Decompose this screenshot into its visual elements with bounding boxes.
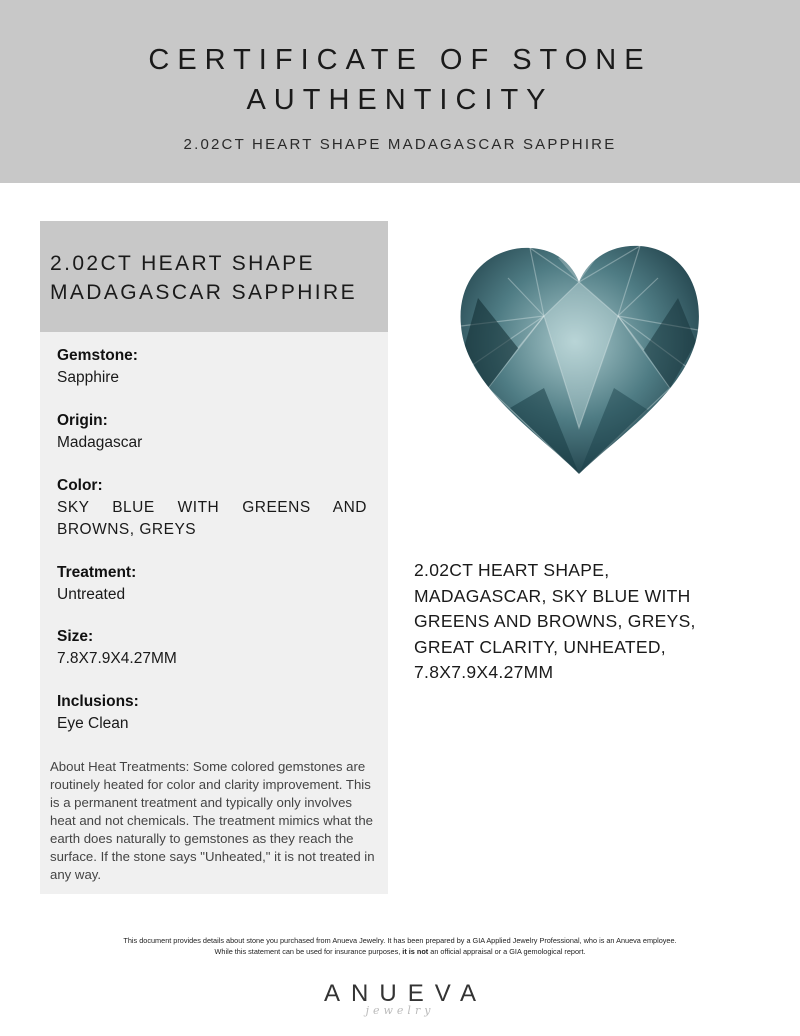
field-treatment-label: Treatment: bbox=[57, 564, 137, 581]
field-inclusions bbox=[57, 691, 367, 735]
brand-logo: ANUEVA bbox=[324, 980, 487, 1007]
field-inclusions-value: Eye Clean bbox=[57, 715, 129, 732]
brand-tagline: jewelry bbox=[365, 1004, 435, 1017]
stone-details-panel bbox=[40, 221, 388, 894]
field-origin bbox=[57, 410, 367, 454]
stone-name-line2: MADAGASCAR SAPPHIRE bbox=[50, 281, 357, 304]
disclaimer-line2-before: While this statement can be used for insurance purposes, bbox=[214, 947, 401, 956]
heart-sapphire-image bbox=[448, 238, 710, 486]
stone-description: 2.02CT HEART SHAPE, MADAGASCAR, SKY BLUE WITH GREENS AND BROWNS, GREYS, GREAT CLARITY, UNHEATED, 7.8X7.9X4.27MM bbox=[414, 560, 696, 682]
disclaimer-line2-bold: it is not bbox=[402, 947, 429, 956]
field-gemstone-label: Gemstone: bbox=[57, 347, 138, 364]
field-origin-label: Origin: bbox=[57, 412, 108, 429]
field-origin-value: Madagascar bbox=[57, 434, 143, 451]
field-gemstone bbox=[57, 345, 367, 389]
stone-details-panel-header bbox=[40, 221, 388, 332]
certificate-title bbox=[0, 40, 800, 120]
certificate-title-line2: AUTHENTICITY bbox=[246, 84, 554, 116]
field-size-value: 7.8X7.9X4.27MM bbox=[57, 650, 177, 667]
field-color-label: Color: bbox=[57, 477, 103, 494]
field-treatment-value: Untreated bbox=[57, 586, 126, 603]
field-size-label: Size: bbox=[57, 628, 94, 645]
field-gemstone-value: Sapphire bbox=[57, 369, 120, 386]
field-color bbox=[57, 475, 367, 541]
disclaimer bbox=[60, 935, 740, 957]
certificate-header bbox=[0, 0, 800, 183]
field-treatment bbox=[57, 562, 367, 606]
disclaimer-line2 bbox=[60, 946, 740, 957]
disclaimer-line2-after: an official appraisal or a GIA gemological report. bbox=[430, 947, 586, 956]
certificate-subtitle: 2.02CT HEART SHAPE MADAGASCAR SAPPHIRE bbox=[183, 136, 617, 153]
field-color-value: SKY BLUE WITH GREENS AND BROWNS, GREYS bbox=[57, 499, 367, 538]
field-inclusions-label: Inclusions: bbox=[57, 693, 139, 710]
field-size bbox=[57, 626, 367, 670]
heat-treatment-note: About Heat Treatments: Some colored gemstones are routinely heated for color and clarity improvement. This is a permanent treatment and typically only involves heat and not chemicals. The treatment mimics what the earth does naturally to gemstones as they reach the surface. If the stone says "Unheated," it is not treated in any way. bbox=[50, 759, 375, 882]
stone-name bbox=[50, 249, 380, 307]
heart-gem-icon bbox=[448, 238, 710, 486]
certificate-title-line1: CERTIFICATE OF STONE bbox=[148, 44, 652, 76]
disclaimer-line1: This document provides details about stone you purchased from Anueva Jewelry. It has been prepared by a GIA Applied Jewelry Professional, who is an Anueva employee. bbox=[123, 936, 677, 945]
stone-name-line1: 2.02CT HEART SHAPE bbox=[50, 252, 315, 275]
